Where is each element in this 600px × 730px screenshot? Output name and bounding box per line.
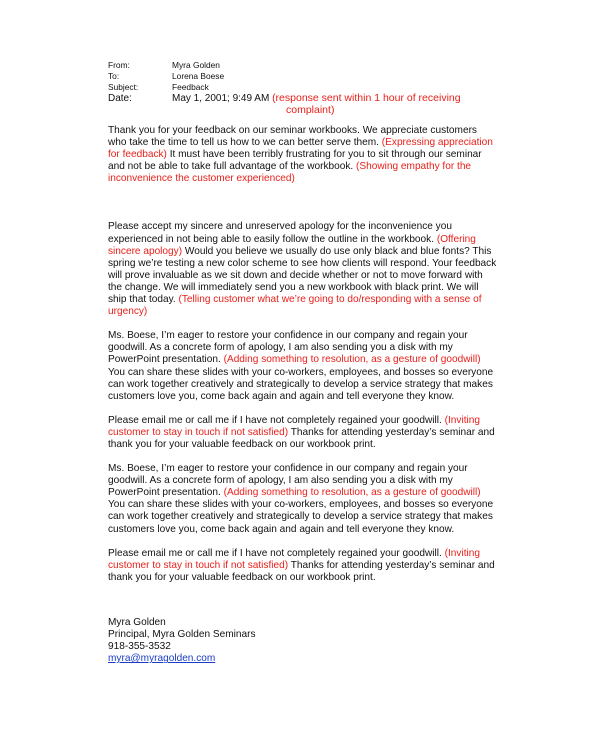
paragraph-text: Would you believe we usually do use only black and blue fonts? This spring we’re testing a new color scheme to see how clients will respond. Your feedback will prove invaluable as we sit down and decide whether or not to move forward with the change. We will immediately send you a new workbook with black print. We will ship that today. — [108, 245, 497, 306]
signature-name: Myra Golden — [108, 617, 166, 628]
paragraph-text: Please accept my sincere and unreserved apology for the inconvenience you experienced in not being able to easily follow the outline in the workbook. — [108, 221, 452, 245]
paragraph-text: You can share these slides with your co-workers, employees, and bosses so everyone can work together creatively and strategically to develop a service strategy that makes customers love you, come back again and again and tell everyone they know. — [108, 366, 494, 402]
annotation-note: (Offering sincere apology) — [108, 233, 476, 257]
paragraph-text: It must have been terribly frustrating for you to sit through our seminar and not be able to take full advantage of the workbook. — [108, 149, 482, 173]
paragraph-goodwill — [108, 330, 498, 403]
date-value-line — [172, 93, 528, 105]
signature-email-link[interactable]: myra@myragolden.com — [108, 653, 216, 665]
to-value: Lorena Boese — [172, 71, 225, 81]
paragraph-text: Please email me or call me if I have not completely regained your goodwill. — [108, 414, 445, 426]
date-row — [108, 93, 528, 105]
date-note: (response sent within 1 hour of receiving — [272, 92, 461, 104]
paragraph-contact — [108, 415, 498, 451]
subject-label: Subject: — [108, 82, 139, 92]
paragraph-text: Ms. Boese, I’m eager to restore your confidence in our company and regain your goodwill. As a concrete form of apology, I am also sending you a disk with my PowerPoint presentation. — [108, 330, 468, 366]
paragraph-appreciation — [108, 125, 498, 185]
subject-value: Feedback — [172, 82, 209, 92]
annotation-note: (Inviting customer to stay in touch if not satisfied) — [108, 547, 480, 571]
from-value: Myra Golden — [172, 60, 220, 70]
date-label: Date: — [108, 93, 132, 104]
from-label: From: — [108, 60, 130, 70]
paragraph-goodwill-repeat — [108, 463, 498, 536]
annotation-note: (Showing empathy for the inconvenience the customer experienced) — [108, 161, 472, 185]
annotation-note: (Inviting customer to stay in touch if not satisfied) — [108, 414, 480, 438]
paragraph-text: Thanks for attending yesterday’s seminar and thank you for your valuable feedback on our workbook print. — [108, 559, 495, 583]
signature-phone: 918-355-3532 — [108, 641, 171, 653]
from-row — [108, 60, 528, 71]
paragraph-contact-repeat — [108, 548, 498, 584]
annotation-note: (Adding something to resolution, as a gesture of goodwill) — [223, 487, 481, 499]
date-value: May 1, 2001; 9:49 AM — [172, 93, 270, 104]
paragraph-text: You can share these slides with your co-workers, employees, and bosses so everyone can work together creatively and strategically to develop a service strategy that makes customers love you, come back again and again and tell everyone they know. — [108, 499, 494, 535]
paragraph-text: Thanks for attending yesterday’s seminar and thank you for your valuable feedback on our workbook print. — [108, 426, 495, 450]
paragraph-text: Please email me or call me if I have not completely regained your goodwill. — [108, 547, 445, 559]
paragraph-text: Thank you for your feedback on our seminar workbooks. We appreciate customers who take the time to tell us how to we can better serve them. — [108, 125, 477, 149]
paragraph-apology — [108, 221, 498, 318]
letter-body — [108, 125, 498, 584]
signature-block — [108, 617, 256, 665]
annotation-note: (Telling customer what we’re going to do/responding with a sense of urgency) — [108, 294, 482, 318]
signature-title: Principal, Myra Golden Seminars — [108, 629, 256, 641]
to-row — [108, 71, 528, 82]
to-label: To: — [108, 71, 120, 81]
date-note-continued: complaint) — [286, 103, 335, 116]
paragraph-text: Ms. Boese, I’m eager to restore your confidence in our company and regain your goodwill. As a concrete form of apology, I am also sending you a disk with my PowerPoint presentation. — [108, 463, 468, 499]
email-header — [108, 60, 528, 116]
annotation-note: (Expressing appreciation for feedback) — [108, 137, 493, 161]
annotation-note: (Adding something to resolution, as a gesture of goodwill) — [223, 354, 481, 366]
